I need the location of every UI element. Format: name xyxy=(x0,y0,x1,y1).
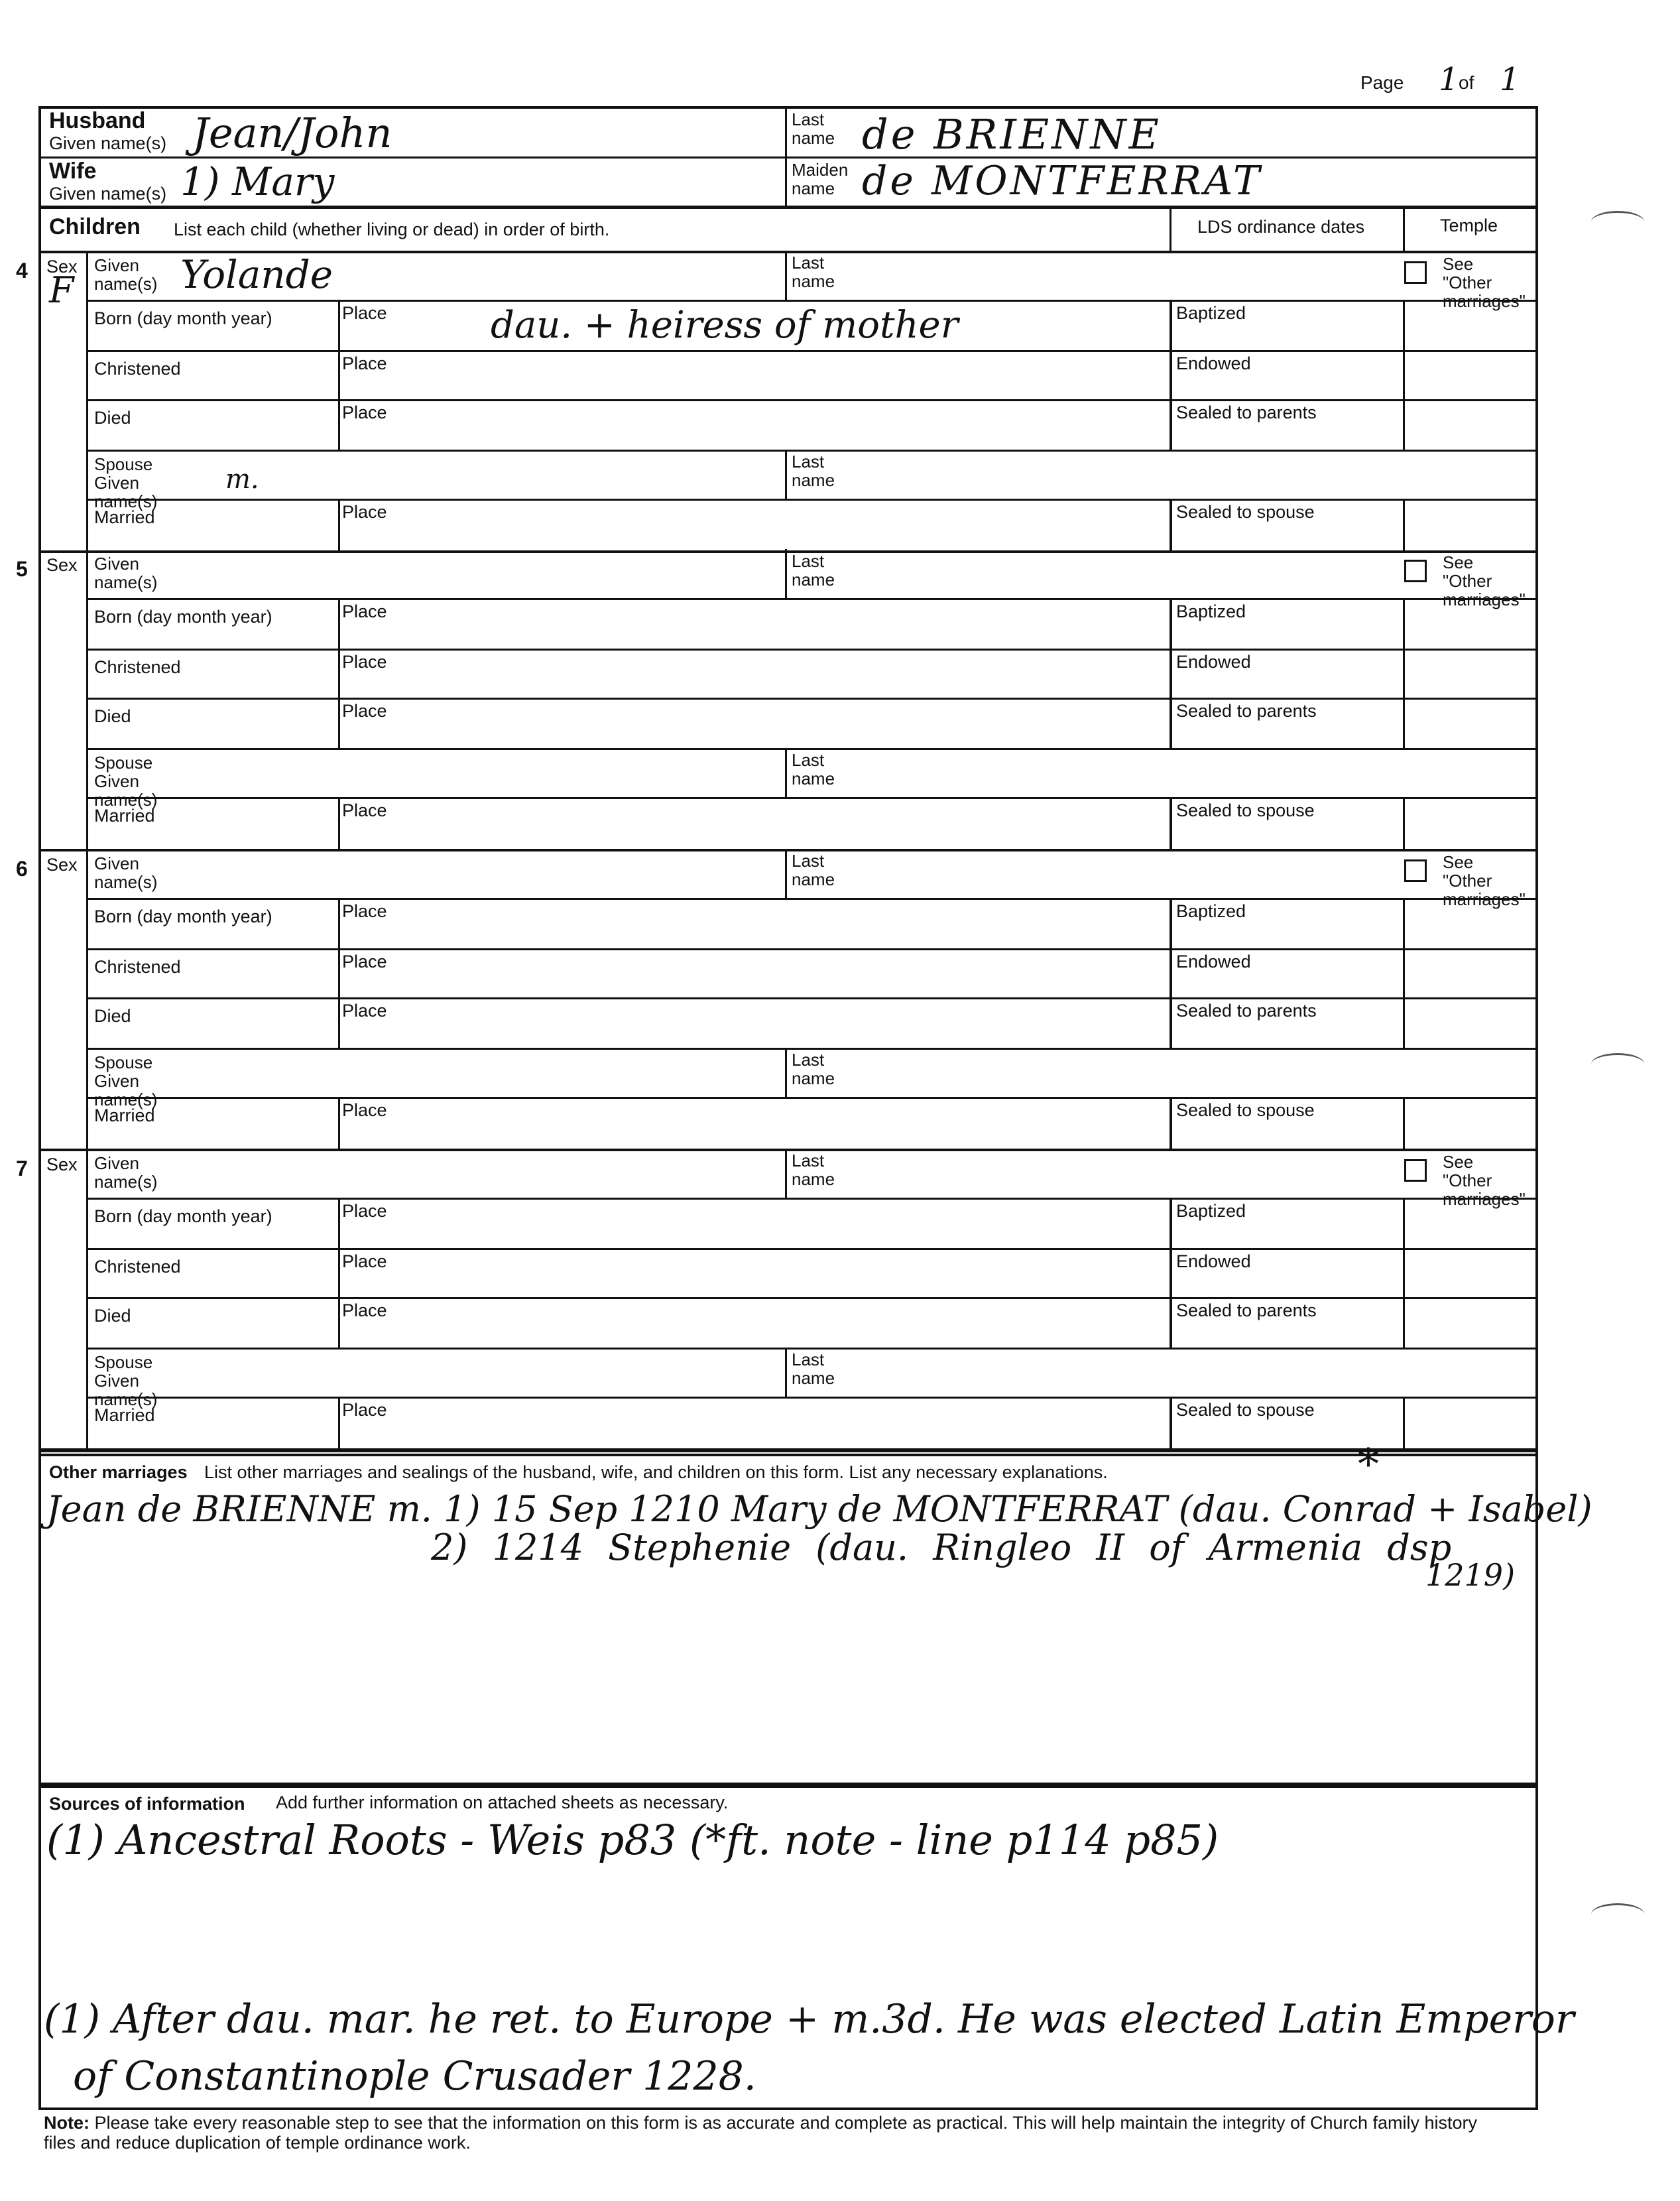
married-label: Married xyxy=(94,507,155,527)
spouse-value: m. xyxy=(225,464,259,495)
temple-field-married[interactable] xyxy=(1406,1098,1535,1147)
sex-label: Sex xyxy=(46,1155,78,1174)
temple-field-married[interactable] xyxy=(1406,798,1535,848)
died-label: Died xyxy=(94,706,131,726)
punch-hole-mark xyxy=(1591,1903,1644,1925)
christened-label: Christened xyxy=(94,957,181,977)
children-instructions: List each child (whether living or dead) in order of birth. xyxy=(174,220,610,239)
asterisk-mark: * xyxy=(1358,1440,1379,1489)
sealed-to-spouse-label: Sealed to spouse xyxy=(1176,1100,1315,1120)
endowed-label: Endowed xyxy=(1176,1251,1251,1271)
married-place-label: Place xyxy=(342,1400,387,1420)
other-marriages-checkbox[interactable] xyxy=(1404,1159,1427,1182)
given-value: Yolande xyxy=(180,252,333,297)
husband-title: Husband xyxy=(49,108,146,133)
christened-place-label: Place xyxy=(342,353,387,373)
died-label: Died xyxy=(94,1306,131,1326)
temple-field-christened[interactable] xyxy=(1406,650,1535,696)
other-marriages-checkbox[interactable] xyxy=(1404,560,1427,582)
died-place-label: Place xyxy=(342,403,387,422)
born-place-label: Place xyxy=(342,303,387,323)
died-label: Died xyxy=(94,408,131,428)
temple-label: Temple xyxy=(1440,216,1498,235)
christened-label: Christened xyxy=(94,657,181,677)
married-place-label: Place xyxy=(342,1100,387,1120)
child-number: 4 xyxy=(16,259,28,283)
see-other-marriages-label: See "Other marriages" xyxy=(1443,254,1526,311)
baptized-label: Baptized xyxy=(1176,1201,1246,1221)
temple-field-married[interactable] xyxy=(1406,1398,1535,1447)
page-of-label: of xyxy=(1459,72,1474,93)
given-label: Given name(s) xyxy=(94,255,158,294)
children-title: Children xyxy=(49,214,141,239)
endowed-label: Endowed xyxy=(1176,353,1251,373)
sources-line1: (1) Ancestral Roots - Weis p83 (*ft. note - line p114 p85) xyxy=(46,1816,1219,1864)
born-label: Born (day month year) xyxy=(94,907,272,926)
born-label: Born (day month year) xyxy=(94,607,272,627)
married-place-label: Place xyxy=(342,502,387,522)
footer-note xyxy=(44,2113,1502,2153)
punch-hole-mark xyxy=(1591,211,1644,233)
last-label: Last name xyxy=(792,851,835,889)
punch-hole-mark xyxy=(1591,1053,1644,1075)
sex-label: Sex xyxy=(46,257,78,277)
page-total: 1 xyxy=(1500,61,1520,98)
spouse-label: Spouse Given name(s) xyxy=(94,454,158,511)
wife-given-label: Given name(s) xyxy=(49,184,167,204)
sealed-to-parents-label: Sealed to parents xyxy=(1176,1001,1317,1021)
last-label: Last name xyxy=(792,253,835,291)
sealed-to-spouse-label: Sealed to spouse xyxy=(1176,502,1315,522)
other-marriages-line2: 2) 1214 Stephenie (dau. Ringleo II of Armenia dsp xyxy=(431,1527,1452,1568)
born-place-value: dau. + heiress of mother xyxy=(491,304,959,347)
temple-field-christened[interactable] xyxy=(1406,351,1535,398)
temple-field-christened[interactable] xyxy=(1406,1249,1535,1296)
see-other-marriages-label: See "Other marriages" xyxy=(1443,552,1526,609)
spouse-last-label: Last name xyxy=(792,452,835,490)
died-place-label: Place xyxy=(342,1300,387,1320)
sealed-to-parents-label: Sealed to parents xyxy=(1176,701,1317,721)
sources-line3: of Constantinople Crusader 1228. xyxy=(73,2053,756,2100)
sex-label: Sex xyxy=(46,555,78,575)
child-number: 5 xyxy=(16,557,28,581)
married-place-label: Place xyxy=(342,800,387,820)
wife-maiden-label: Maiden name xyxy=(792,160,849,198)
temple-field-died[interactable] xyxy=(1406,401,1535,448)
given-label: Given name(s) xyxy=(94,1153,158,1192)
born-place-label: Place xyxy=(342,1201,387,1221)
endowed-label: Endowed xyxy=(1176,952,1251,972)
born-label: Born (day month year) xyxy=(94,1206,272,1226)
sealed-to-parents-label: Sealed to parents xyxy=(1176,1300,1317,1320)
see-other-marriages-label: See "Other marriages" xyxy=(1443,852,1526,909)
last-label: Last name xyxy=(792,551,835,590)
temple-field-christened[interactable] xyxy=(1406,950,1535,996)
sealed-to-parents-label: Sealed to parents xyxy=(1176,403,1317,422)
christened-label: Christened xyxy=(94,359,181,379)
note-text: Please take every reasonable step to see that the information on this form is as accurate and complete as practical. This will help maintain the integrity of Church family history files and reduce duplication of temple ordinance work. xyxy=(44,2113,1478,2153)
see-other-marriages-label: See "Other marriages" xyxy=(1443,1152,1526,1209)
died-label: Died xyxy=(94,1006,131,1026)
temple-field-died[interactable] xyxy=(1406,699,1535,747)
sex-label: Sex xyxy=(46,855,78,875)
wife-title: Wife xyxy=(49,158,97,184)
endowed-label: Endowed xyxy=(1176,652,1251,672)
child-number: 6 xyxy=(16,857,28,881)
baptized-label: Baptized xyxy=(1176,601,1246,621)
baptized-label: Baptized xyxy=(1176,901,1246,921)
spouse-label: Spouse Given name(s) xyxy=(94,1052,158,1109)
married-label: Married xyxy=(94,1105,155,1125)
baptized-label: Baptized xyxy=(1176,303,1246,323)
husband-last-label: Last name xyxy=(792,109,835,148)
spouse-last-label: Last name xyxy=(792,1350,835,1388)
child-number: 7 xyxy=(16,1157,28,1180)
born-place-label: Place xyxy=(342,901,387,921)
spouse-label: Spouse Given name(s) xyxy=(94,753,158,810)
sealed-to-spouse-label: Sealed to spouse xyxy=(1176,800,1315,820)
given-label: Given name(s) xyxy=(94,853,158,892)
married-label: Married xyxy=(94,806,155,826)
other-marriages-instructions: List other marriages and sealings of the husband, wife, and children on this form. List any necessary explanations. xyxy=(204,1462,1108,1482)
spouse-last-label: Last name xyxy=(792,1050,835,1088)
temple-field-born[interactable] xyxy=(1406,899,1535,947)
sources-instructions: Add further information on attached sheets as necessary. xyxy=(276,1792,729,1812)
other-marriages-title: Other marriages xyxy=(49,1462,188,1482)
spouse-last-label: Last name xyxy=(792,750,835,788)
christened-label: Christened xyxy=(94,1257,181,1277)
other-marriages-checkbox[interactable] xyxy=(1404,859,1427,882)
wife-given-value: 1) Mary xyxy=(180,159,335,204)
sealed-to-spouse-label: Sealed to spouse xyxy=(1176,1400,1315,1420)
husband-last-value: de BRIENNE xyxy=(862,110,1162,158)
married-label: Married xyxy=(94,1405,155,1425)
page-number: 1 xyxy=(1439,61,1459,98)
other-marriages-checkbox[interactable] xyxy=(1404,261,1427,284)
sources-title: Sources of information xyxy=(49,1794,245,1814)
temple-field-born[interactable] xyxy=(1406,301,1535,349)
temple-field-born[interactable] xyxy=(1406,599,1535,647)
given-label: Given name(s) xyxy=(94,554,158,592)
born-place-label: Place xyxy=(342,601,387,621)
page-label: Page xyxy=(1360,72,1404,93)
temple-field-married[interactable] xyxy=(1406,500,1535,549)
wife-maiden-value: de MONTFERRAT xyxy=(862,158,1262,204)
husband-given-value: Jean/John xyxy=(192,109,392,157)
note-label: Note: xyxy=(44,2113,90,2133)
died-place-label: Place xyxy=(342,1001,387,1021)
christened-place-label: Place xyxy=(342,1251,387,1271)
lds-label: LDS ordinance dates xyxy=(1197,217,1365,237)
other-marriages-line1: Jean de BRIENNE m. 1) 15 Sep 1210 Mary de MONTFERRAT (dau. Conrad + Isabel) xyxy=(46,1488,1592,1530)
sources-line2: (1) After dau. mar. he ret. to Europe + m.3d. He was elected Latin Emperor xyxy=(44,1996,1575,2043)
temple-field-born[interactable] xyxy=(1406,1199,1535,1247)
christened-place-label: Place xyxy=(342,952,387,972)
sex-value: F xyxy=(49,269,74,311)
temple-field-died[interactable] xyxy=(1406,1298,1535,1346)
other-marriages-line3: 1219) xyxy=(1425,1557,1516,1593)
born-label: Born (day month year) xyxy=(94,308,272,328)
spouse-label: Spouse Given name(s) xyxy=(94,1352,158,1409)
died-place-label: Place xyxy=(342,701,387,721)
temple-field-died[interactable] xyxy=(1406,999,1535,1046)
husband-given-label: Given name(s) xyxy=(49,133,167,153)
last-label: Last name xyxy=(792,1151,835,1189)
christened-place-label: Place xyxy=(342,652,387,672)
